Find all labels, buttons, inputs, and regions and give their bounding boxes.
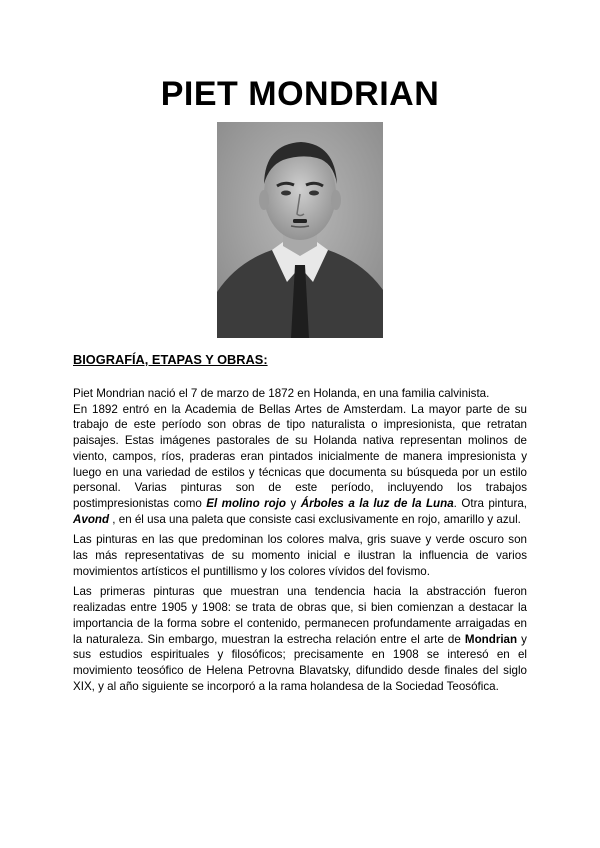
paragraph-1-cont (73, 402, 527, 528)
article-body (73, 386, 527, 699)
work-title-avond: Avond (73, 512, 110, 526)
portrait-image (217, 122, 383, 338)
paragraph-1 (73, 386, 527, 402)
section-heading: BIOGRAFÍA, ETAPAS Y OBRAS: (73, 352, 268, 367)
p3-text-b: y sus estudios espirituales y filosóficos; precisamente en 1908 se interesó en el movimiento teosófico de Helena Petrovna Blavatsky, difundido desde finales del siglo XIX, y al año siguiente se incorporó a la rama holandesa de la Sociedad Teosófica. (73, 632, 527, 693)
paragraph-2: Las pinturas en las que predominan los colores malva, gris suave y verde oscuro son las más representativas de su momento inicial e ilustran la influencia de varios movimientos artísticos el puntillismo y los colores vívidos del fovismo. (73, 533, 527, 578)
p3-text-a: Las primeras pinturas que muestran una tendencia hacia la abstracción fueron realizadas entre 1905 y 1908: se trata de obras que, si bien comienzan a destacar la importancia de la forma sobre el contenido, permanecen profundamente arraigadas en la naturaleza. Sin embargo, muestran la estrecha relación entre el arte de (73, 585, 527, 646)
p1-text-a: En 1892 entró en la Academia de Bellas Artes de Amsterdam. La mayor parte de su trabajo de este período son obras de tipo naturalista o impresionista, que retratan paisajes. Estas imágenes pastorales de su Holanda nativa representan molinos de viento, campos, ríos, praderas eran pintados inicialmente de manera impresionista y luego en una variedad de estilos y técnicas que documenta su búsqueda por un estilo personal. Varias pinturas son de este período, incluyendo los trabajos postimpresionistas como (73, 402, 527, 510)
p1-line1: Piet Mondrian nació el 7 de marzo de 1872 en Holanda, en una familia calvinista. (73, 387, 490, 400)
p1-text-c: . Otra pintura, (453, 496, 528, 510)
work-title-arboles: Árboles a la luz de la Luna (300, 496, 454, 510)
p1-text-d: , en él usa una paleta que consiste casi exclusivamente en rojo, amarillo y azul. (109, 512, 521, 526)
portrait-photo (217, 122, 383, 338)
p1-text-b: y (286, 496, 301, 510)
artist-name: Mondrian (464, 632, 518, 646)
page-title: PIET MONDRIAN (160, 75, 440, 113)
work-title-molino-rojo: El molino rojo (206, 496, 287, 510)
paragraph-3 (73, 584, 527, 694)
